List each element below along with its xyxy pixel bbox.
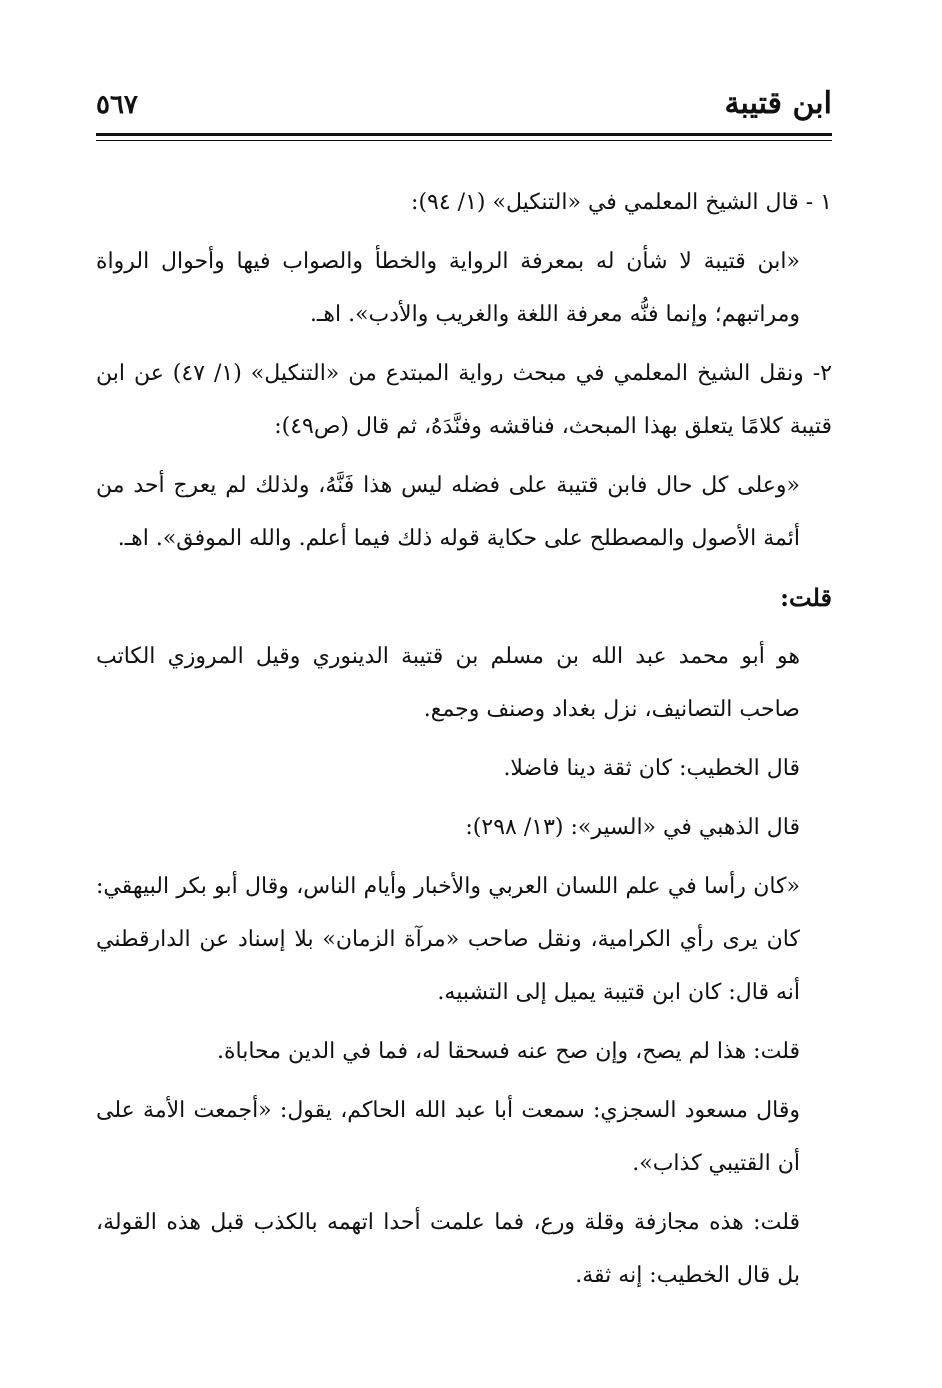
dhahabi-intro: قال الذهبي في «السير»: (١٣/ ٢٩٨): <box>465 815 800 840</box>
sijzi-quote: وقال مسعود السجزي: سمعت أبا عبد الله الحاكم، يقول: «أجمعت الأمة على أن القتيبي كذاب». <box>96 1098 800 1176</box>
header-rule-thin <box>96 140 832 141</box>
quote-2: «وعلى كل حال فابن قتيبة على فضله ليس هذا فَنَّهُ، ولذلك لم يعرج أحد من أئمة الأصول والمصطلح على حكاية قوله ذلك فيما أعلم. والله الموفق». اهـ. <box>96 473 800 551</box>
comment-2: قلت: هذه مجازفة وقلة ورع، فما علمت أحدا اتهمه بالكذب قبل هذه القولة، بل قال الخطيب: إنه ثقة. <box>96 1210 800 1288</box>
running-title: ابن قتيبة <box>724 86 832 121</box>
bio-paragraph: هو أبو محمد عبد الله بن مسلم بن قتيبة الدينوري وقيل المروزي الكاتب صاحب التصانيف، نزل بغداد وصنف وجمع. <box>96 644 800 722</box>
dhahabi-quote: «كان رأسا في علم اللسان العربي والأخبار وأيام الناس، وقال أبو بكر البيهقي: كان يرى رأي الكرامية، ونقل صاحب «مرآة الزمان» بلا إسناد عن الدارقطني أنه قال: كان ابن قتيبة يميل إلى التشبيه. <box>96 874 800 1005</box>
header-rule-thick <box>96 133 832 136</box>
comment-1: قلت: هذا لم يصح، وإن صح عنه فسحقا له، فما في الدين محاباة. <box>216 1039 800 1064</box>
quote-1: «ابن قتيبة لا شأن له بمعرفة الرواية والخطأ والصواب فيها وأحوال الرواة ومراتبهم؛ وإنما فنُّه معرفة اللغة والغريب والأدب». اهـ. <box>96 249 800 327</box>
page-header <box>96 84 832 130</box>
item-2-intro: ٢- ونقل الشيخ المعلمي في مبحث رواية المبتدع من «التنكيل» (١/ ٤٧) عن ابن قتيبة كلامًا يتعلق بهذا المبحث، فناقشه وفنَّدَهُ، ثم قال (ص٤٩): <box>96 361 832 439</box>
page-body <box>96 176 832 1308</box>
item-1-intro: ١ - قال الشيخ المعلمي في «التنكيل» (١/ ٩٤): <box>411 190 832 215</box>
note-heading: قلت: <box>780 583 832 612</box>
page-number: ٥٦٧ <box>96 90 138 120</box>
khatib-quote: قال الخطيب: كان ثقة دينا فاضلا. <box>503 756 800 781</box>
